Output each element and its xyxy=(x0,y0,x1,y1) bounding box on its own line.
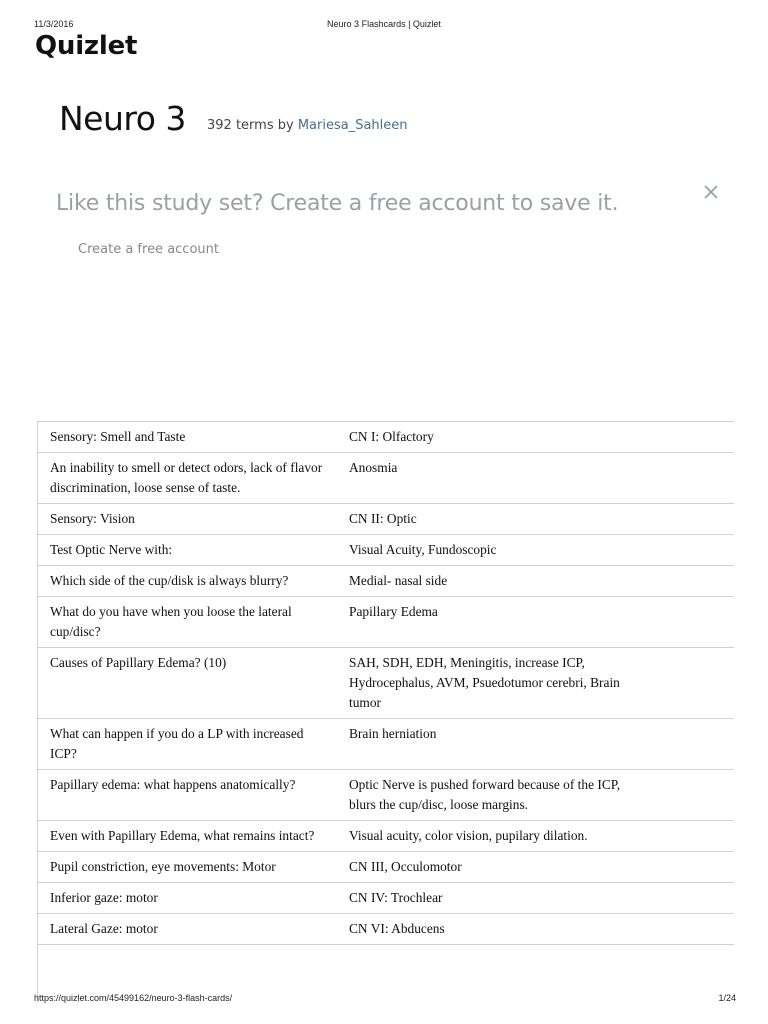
definition-cell xyxy=(337,566,734,597)
term-row xyxy=(38,453,734,504)
term-text: Pupil constriction, eye movements: Motor xyxy=(38,852,337,883)
print-url: https://quizlet.com/45499162/neuro-3-flash-cards/ xyxy=(34,993,233,1003)
create-account-link[interactable]: Create a free account xyxy=(78,242,219,257)
terms-count: 392 terms by xyxy=(207,118,294,133)
term-row xyxy=(38,770,734,821)
definition-text: CN I: Olfactory xyxy=(349,429,434,444)
term-text: Even with Papillary Edema, what remains intact? xyxy=(38,821,337,852)
term-row xyxy=(38,648,734,719)
definition-cell xyxy=(337,504,734,535)
term-row xyxy=(38,719,734,770)
definition-cell xyxy=(337,852,734,883)
term-text: What can happen if you do a LP with increased ICP? xyxy=(38,719,337,770)
term-text: An inability to smell or detect odors, lack of flavor discrimination, loose sense of taste. xyxy=(38,453,337,504)
quizlet-logo[interactable]: Quizlet xyxy=(35,31,138,61)
print-date: 11/3/2016 xyxy=(34,19,74,29)
definition-cell xyxy=(337,883,734,914)
definition-text: CN III, Occulomotor xyxy=(349,859,462,874)
definition-cell xyxy=(337,821,734,852)
term-text: Lateral Gaze: motor xyxy=(38,914,337,945)
definition-cell xyxy=(337,422,734,453)
term-text: What do you have when you loose the lateral cup/disc? xyxy=(38,597,337,648)
terms-list xyxy=(37,421,734,1002)
term-text: Inferior gaze: motor xyxy=(38,883,337,914)
term-row xyxy=(38,883,734,914)
definition-text: CN IV: Trochlear xyxy=(349,890,443,905)
set-meta xyxy=(207,118,408,133)
term-text: Test Optic Nerve with: xyxy=(38,535,337,566)
term-text: Causes of Papillary Edema? (10) xyxy=(38,648,337,719)
definition-cell xyxy=(337,719,734,770)
definition-text: CN VI: Abducens xyxy=(349,921,445,936)
definition-text: Medial- nasal side xyxy=(349,573,448,588)
definition-text: Visual Acuity, Fundoscopic xyxy=(349,542,497,557)
author-link[interactable]: Mariesa_Sahleen xyxy=(297,118,408,133)
promo-message: Like this study set? Create a free account to save it. xyxy=(56,191,619,216)
definition-cell xyxy=(337,648,734,719)
term-row xyxy=(38,422,734,453)
definition-cell xyxy=(337,914,734,945)
definition-text: CN II: Optic xyxy=(349,511,417,526)
definition-cell xyxy=(337,535,734,566)
term-row xyxy=(38,852,734,883)
term-row xyxy=(38,535,734,566)
definition-text: Brain herniation xyxy=(349,726,437,741)
term-row xyxy=(38,821,734,852)
term-text: Papillary edema: what happens anatomically? xyxy=(38,770,337,821)
definition-cell xyxy=(337,770,734,821)
set-title: Neuro 3 xyxy=(59,99,186,138)
term-text: Sensory: Smell and Taste xyxy=(38,422,337,453)
term-row xyxy=(38,914,734,945)
print-page-title: Neuro 3 Flashcards | Quizlet xyxy=(327,19,441,29)
terms-table xyxy=(38,422,734,945)
definition-text: Optic Nerve is pushed forward because of the ICP, blurs the cup/disc, loose margins. xyxy=(349,777,621,812)
definition-text: Papillary Edema xyxy=(349,604,438,619)
definition-cell xyxy=(337,597,734,648)
term-row xyxy=(38,566,734,597)
print-page-number: 1/24 xyxy=(718,993,736,1003)
term-row xyxy=(38,597,734,648)
term-text: Which side of the cup/disk is always blurry? xyxy=(38,566,337,597)
definition-text: SAH, SDH, EDH, Meningitis, increase ICP, Hydrocephalus, AVM, Psuedotumor cerebri, Brain tumor xyxy=(349,655,620,710)
close-icon[interactable] xyxy=(701,182,721,202)
term-row xyxy=(38,504,734,535)
definition-cell xyxy=(337,453,734,504)
term-text: Sensory: Vision xyxy=(38,504,337,535)
definition-text: Anosmia xyxy=(349,460,398,475)
definition-text: Visual acuity, color vision, pupilary dilation. xyxy=(349,828,588,843)
